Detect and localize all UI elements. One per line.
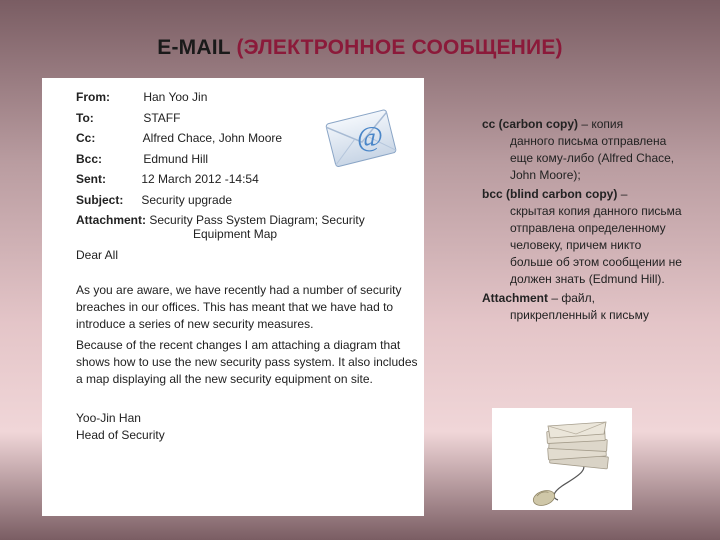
- body-paragraph-1: As you are aware, we have recently had a number of security breaches in our offices. This has meant that we have had to introduce a series of new security measures.: [76, 283, 402, 331]
- attachment-label: Attachment:: [76, 213, 147, 227]
- signature-role: Head of Security: [76, 428, 165, 442]
- note-term-cc: cc (carbon copy): [482, 117, 579, 131]
- from-label: From:: [76, 90, 110, 104]
- signature-name: Yoo-Jin Han: [76, 411, 141, 425]
- sent-value: 12 March 2012 -14:54: [141, 172, 259, 186]
- from-value: Han Yoo Jin: [143, 90, 208, 104]
- title-russian: (ЭЛЕКТРОННОЕ СООБЩЕНИЕ): [236, 36, 563, 59]
- note-text-cc: данного письма отправлена еще кому-либо (Alfred Chace, John Moore);: [510, 134, 675, 182]
- note-bcc: [482, 186, 682, 288]
- note-cc: [482, 116, 682, 184]
- note-term-attachment: Attachment: [482, 291, 549, 305]
- greeting: Dear All: [76, 248, 119, 262]
- slide-title: [0, 36, 720, 60]
- sent-row: [76, 172, 426, 193]
- cc-label: Cc:: [76, 131, 96, 145]
- subject-label: Subject:: [76, 192, 124, 207]
- attachment-row: [76, 213, 426, 247]
- email-envelope-icon: [322, 100, 402, 172]
- bcc-label: Bcc:: [76, 151, 103, 166]
- subject-value: Security upgrade: [141, 192, 233, 207]
- note-first-bcc: –: [617, 187, 628, 201]
- note-text-bcc: скрытая копия данного письма отправлена определенному человеку, причем никто больше об этом сообщении не должен знать (Edmund Hill).: [510, 204, 682, 286]
- email-card: [42, 78, 424, 516]
- note-first-attachment: – файл,: [548, 291, 595, 305]
- to-label: To:: [76, 110, 94, 125]
- note-first-cc: – копия: [578, 117, 624, 131]
- sent-label: Sent:: [76, 172, 106, 186]
- subject-row: [76, 193, 426, 214]
- envelopes-mouse-icon: [492, 408, 632, 510]
- to-value: STAFF: [143, 110, 181, 125]
- bcc-value: Edmund Hill: [143, 151, 209, 166]
- note-attachment: [482, 290, 682, 324]
- note-term-bcc: bcc (blind carbon copy): [482, 187, 618, 201]
- notes-panel: [482, 116, 682, 326]
- attachment-value-1[interactable]: Security Pass System Diagram; Security: [149, 213, 365, 227]
- cc-value: Alfred Chace, John Moore: [142, 131, 283, 145]
- note-text-attachment: прикрепленный к письму: [510, 308, 649, 322]
- body-paragraph-2: Because of the recent changes I am attaching a diagram that shows how to use the new security pass system. It also includes a map displaying all the new security equipment on site.: [76, 338, 418, 386]
- envelopes-mouse-illustration: [492, 408, 632, 510]
- title-prefix: E-MAIL: [157, 36, 231, 59]
- attachment-value-2[interactable]: Equipment Map: [193, 227, 278, 241]
- at-symbol: @: [357, 122, 383, 153]
